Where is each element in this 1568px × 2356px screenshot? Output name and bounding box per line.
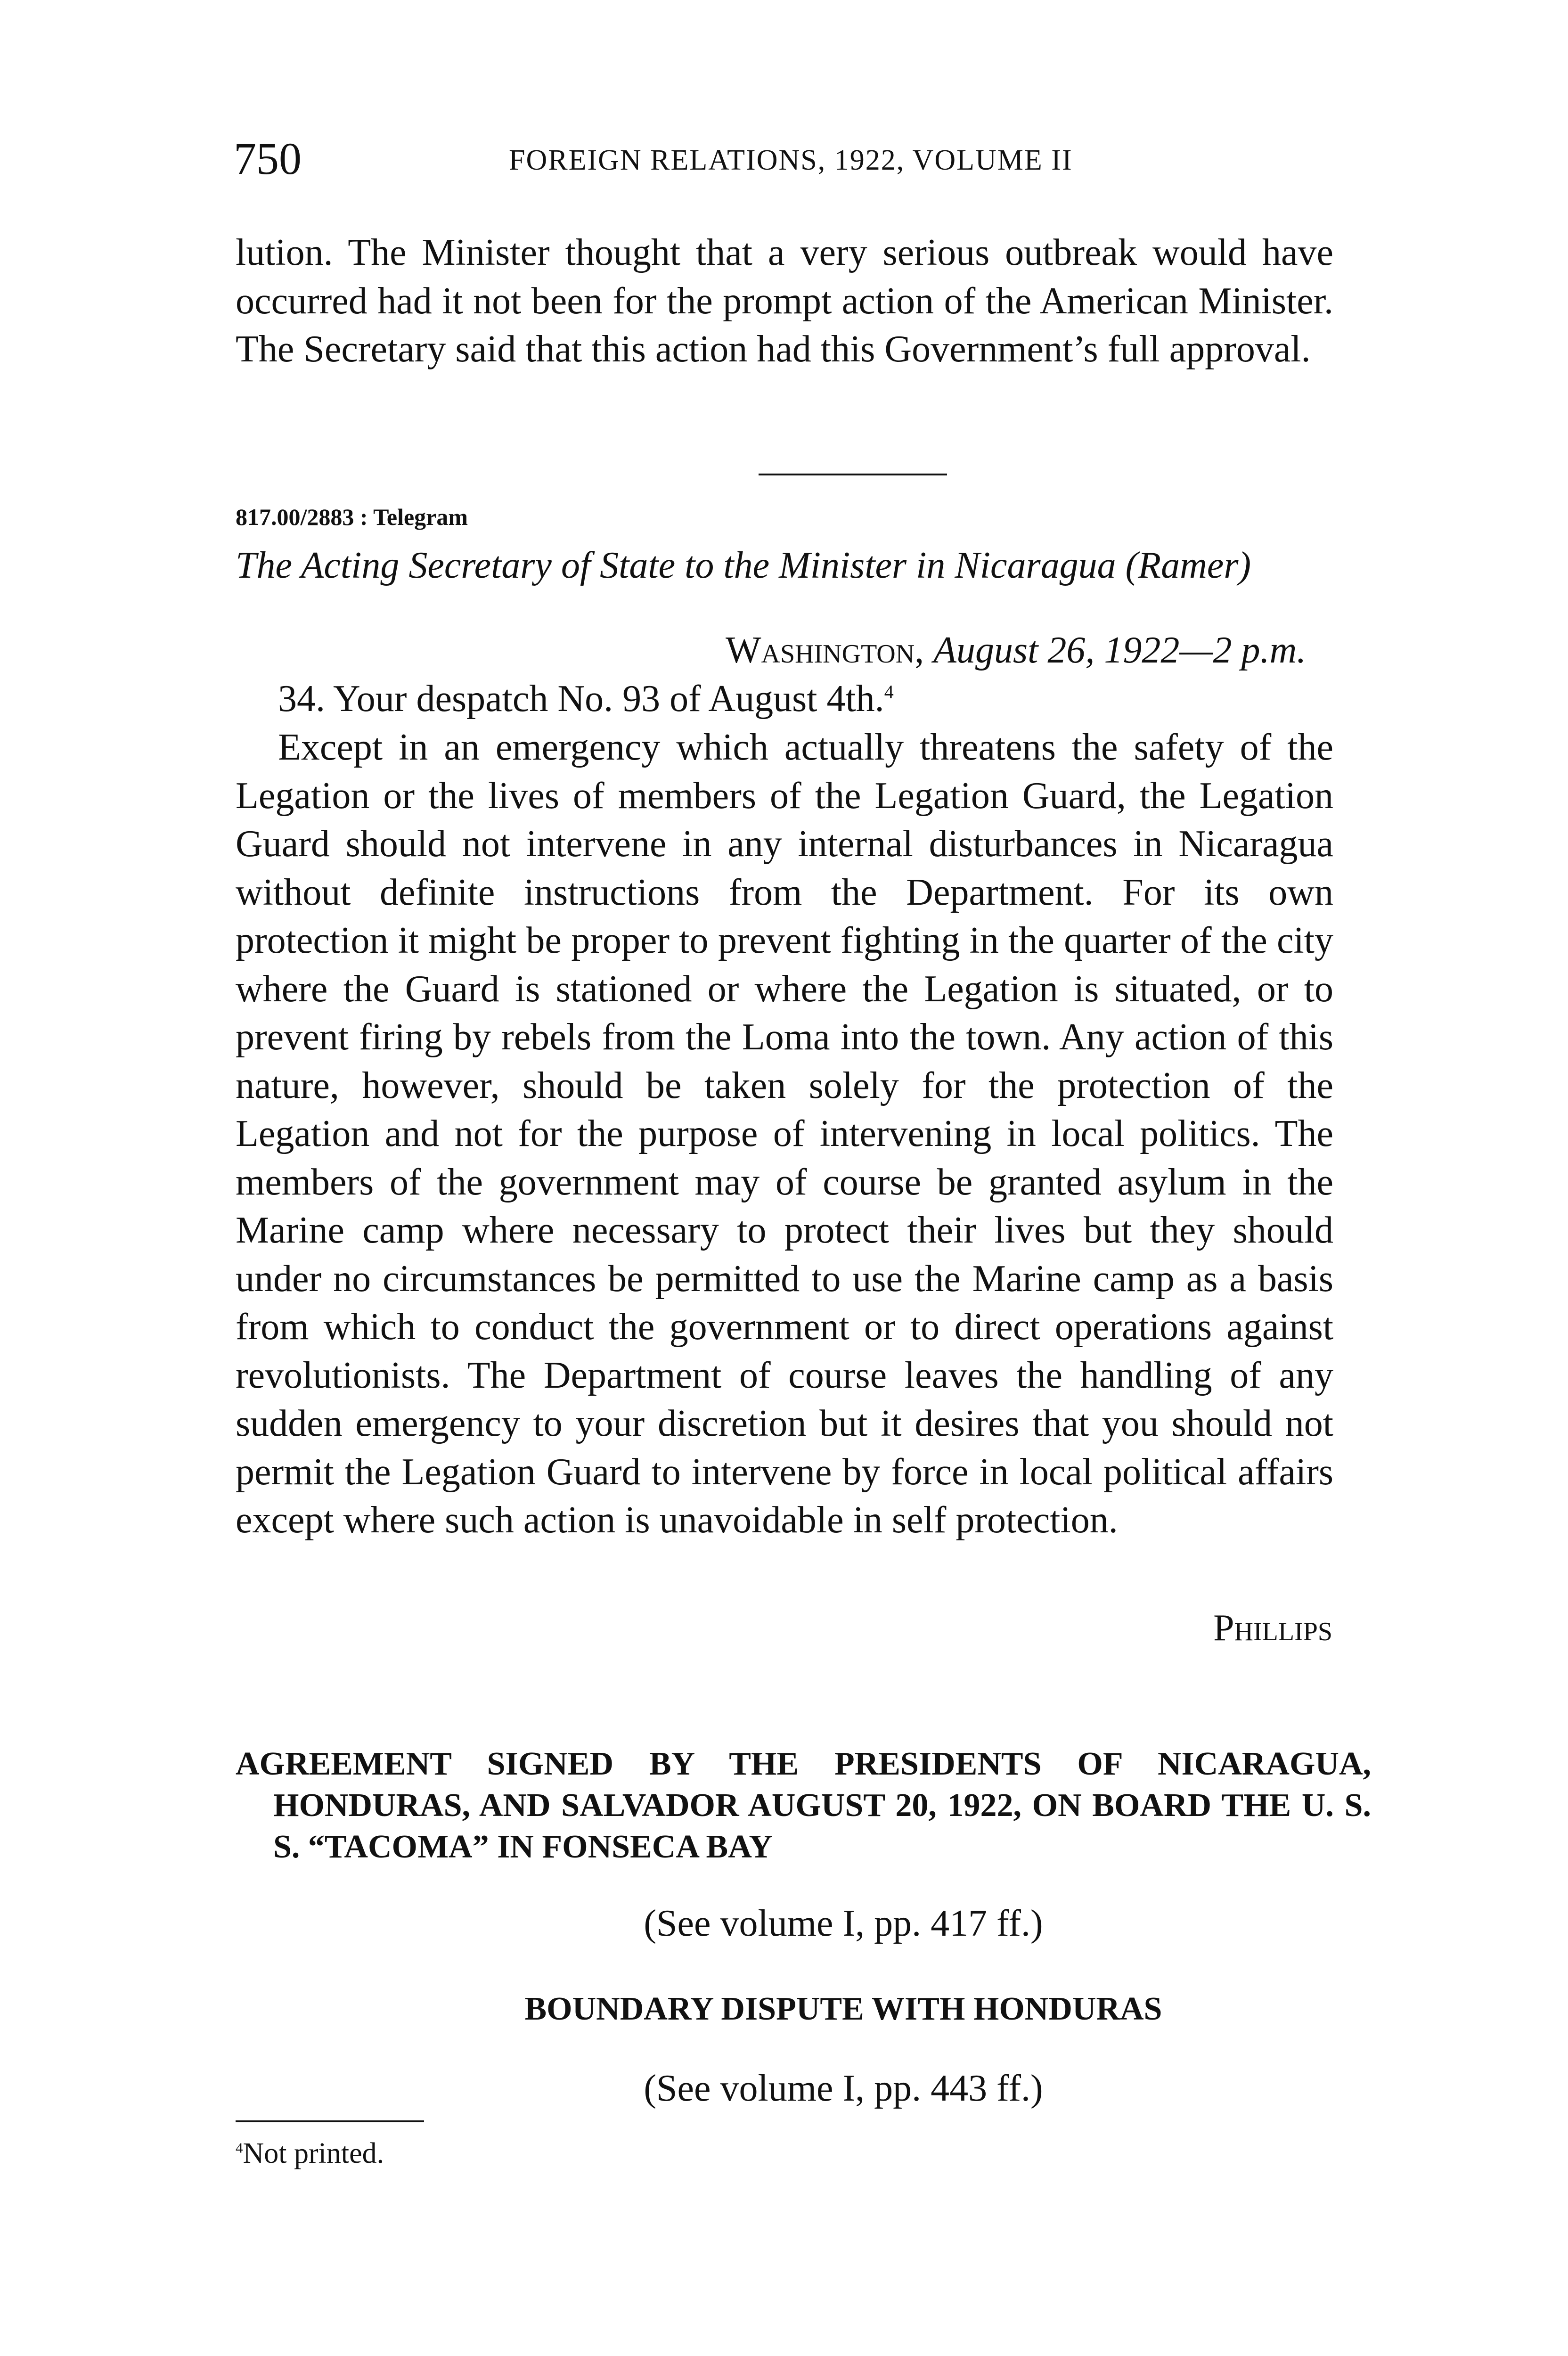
footnote-reference: 4: [884, 681, 894, 703]
dateline: [726, 627, 1306, 674]
file-number: 817.00/2883 : Telegram: [236, 504, 468, 530]
section-separator: [759, 474, 947, 475]
signature: Phillips: [1213, 1607, 1332, 1649]
boundary-heading: BOUNDARY DISPUTE WITH HONDURAS: [524, 1991, 1162, 2027]
dateline-date: August 26, 1922—2 p.m.: [933, 630, 1307, 671]
dateline-place: Washington,: [726, 630, 924, 671]
opening-line: [236, 675, 1333, 723]
footnote: [236, 2135, 384, 2172]
boundary-reference: (See volume I, pp. 443 ff.): [644, 2068, 1043, 2109]
opening-line-text: 34. Your despatch No. 93 of August 4th.: [278, 678, 884, 720]
telegram-body: Except in an emergency which actually threatens the safety of the Legation or the lives of members of the Legation Guard, the Legation Guard should not intervene in any internal disturbances in Nicaragua without definite instructions from the Department. For its own protection it might be proper to prevent fighting in the quarter of the city where the Guard is stationed or where the Legation is situated, or to prevent firing by rebels from the Loma into the town. Any action of this nature, however, should be taken solely for the protection of the Legation and not for the purpose of intervening in local politics. The members of the government may of course be granted asylum in the Marine camp where necessary to protect their lives but they should under no circumstances be permitted to use the Marine camp as a basis from which to conduct the government or to direct operations against revolutionists. The Department of course leaves the handling of any sudden emergency to your discretion but it desires that you should not permit the Legation Guard to intervene by force in local political affairs except where such action is unavoidable in self protection.: [236, 727, 1333, 1541]
agreement-heading: AGREEMENT SIGNED BY THE PRESIDENTS OF NICARAGUA, HONDURAS, AND SALVADOR AUGUST 20, 1922, ON BOARD THE U. S. S. “TACOMA” IN FONSECA BAY: [236, 1746, 1371, 1865]
footnote-text: Not printed.: [243, 2137, 384, 2169]
footnote-rule: [236, 2120, 424, 2122]
document-title: The Acting Secretary of State to the Minister in Nicaragua (Ramer): [236, 545, 1251, 586]
continuation-paragraph: lution. The Minister thought that a very serious outbreak would have occurred had it not been for the prompt action of the American Minister. The Secretary said that this action had this Government’s full approval.: [236, 232, 1333, 370]
page-number: 750: [234, 133, 302, 184]
footnote-marker: 4: [236, 2139, 243, 2156]
running-title: FOREIGN RELATIONS, 1922, VOLUME II: [509, 144, 1073, 176]
agreement-reference: (See volume I, pp. 417 ff.): [644, 1903, 1043, 1944]
